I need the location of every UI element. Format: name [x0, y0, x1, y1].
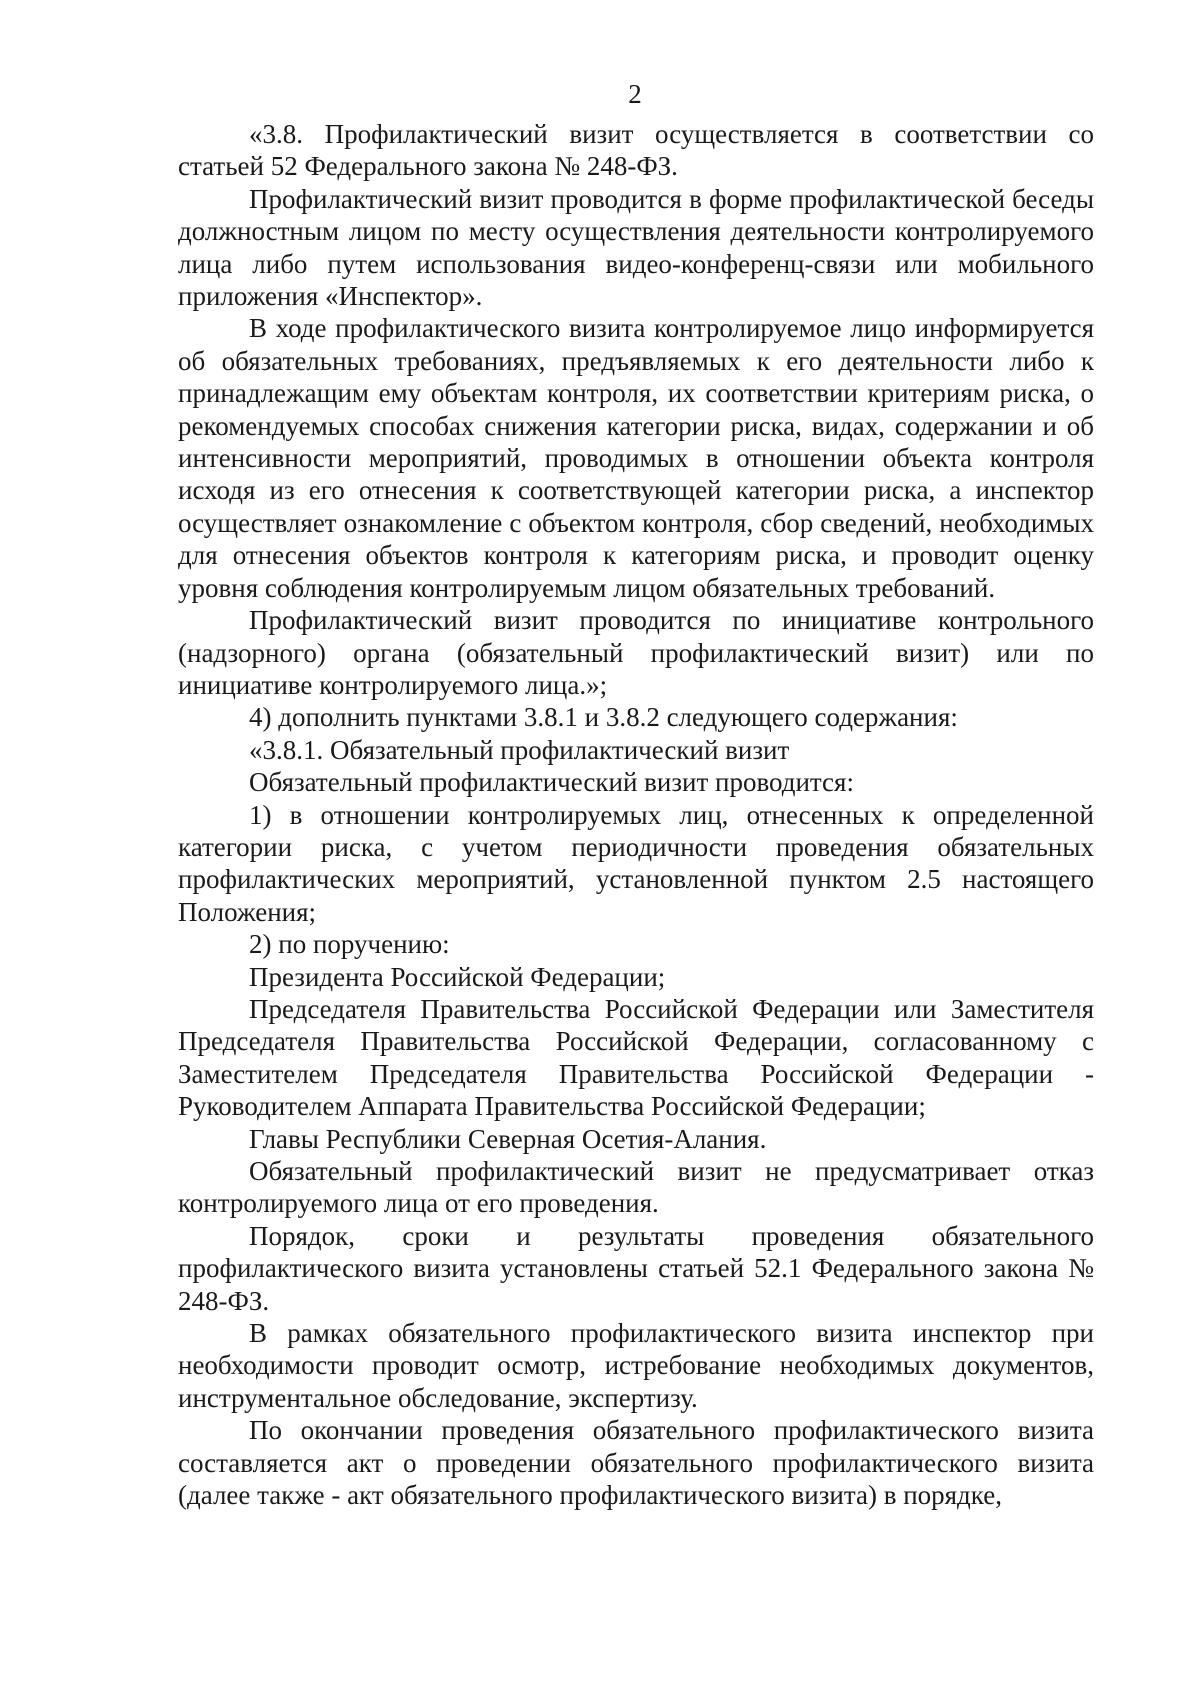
paragraph: В рамках обязательного профилактического визита инспектор при необходимости проводит осмотр, истребование необходимых документов, инструментальное обследование, экспертизу. — [178, 1318, 1094, 1413]
paragraph: Председателя Правительства Российской Федерации или Заместителя Председателя Правительства Российской Федерации, согласованному с Заместителем Председателя Правительства Российской Федерации - Руководителем Аппарата Правительства Российской Федерации; — [178, 993, 1094, 1122]
paragraph: «3.8.1. Обязательный профилактический визит — [249, 734, 790, 765]
paragraph: Обязательный профилактический визит проводится: — [249, 767, 854, 798]
paragraph: В ходе профилактического визита контролируемое лицо информируется об обязательных требованиях, предъявляемых к его деятельности либо к принадлежащим ему объектам контроля, их соответствии критериям риска, о рекомендуемых способах снижения категории риска, видах, содержании и об интенсивности мероприятий, проводимых в отношении объекта контроля исходя из его отнесения к соответствующей категории риска, а инспектор осуществляет ознакомление с объектом контроля, сбор сведений, необходимых для отнесения объектов контроля к категориям риска, и проводит оценку уровня соблюдения контролируемым лицом обязательных требований. — [178, 313, 1094, 603]
paragraph: Порядок, сроки и результаты проведения обязательного профилактического визита установлены статьей 52.1 Федерального закона № 248-ФЗ. — [178, 1220, 1094, 1316]
paragraph: «3.8. Профилактический визит осуществляется в соответствии со статьей 52 Федерального закона № 248-ФЗ. — [178, 119, 1094, 182]
paragraph: 1) в отношении контролируемых лиц, отнесенных к определенной категории риска, с учетом периодичности проведения обязательных профилактических мероприятий, установленной пунктом 2.5 настоящего Положения; — [178, 799, 1094, 927]
paragraph: По окончании проведения обязательного профилактического визита составляется акт о проведении обязательного профилактического визита (далее также - акт обязательного профилактического визита) в порядке, — [178, 1415, 1094, 1511]
paragraph: Президента Российской Федерации; — [249, 961, 666, 992]
paragraph: Профилактический визит проводится по инициативе контрольного (надзорного) органа (обязательный профилактический визит) или по инициативе контролируемого лица.»; — [178, 605, 1094, 700]
paragraph: Главы Республики Северная Осетия-Алания. — [249, 1123, 767, 1154]
paragraph: 4) дополнить пунктами 3.8.1 и 3.8.2 следующего содержания: — [249, 702, 958, 733]
paragraph: Обязательный профилактический визит не предусматривает отказ контролируемого лица от его проведения. — [178, 1156, 1094, 1219]
document-body — [178, 118, 1094, 1511]
page-number: 2 — [628, 79, 642, 109]
paragraph: 2) по поручению: — [249, 929, 450, 960]
paragraph: Профилактический визит проводится в форме профилактической беседы должностным лицом по месту осуществления деятельности контролируемого лица либо путем использования видео-конференц-связи или мобильного приложения «Инспектор». — [178, 183, 1094, 312]
